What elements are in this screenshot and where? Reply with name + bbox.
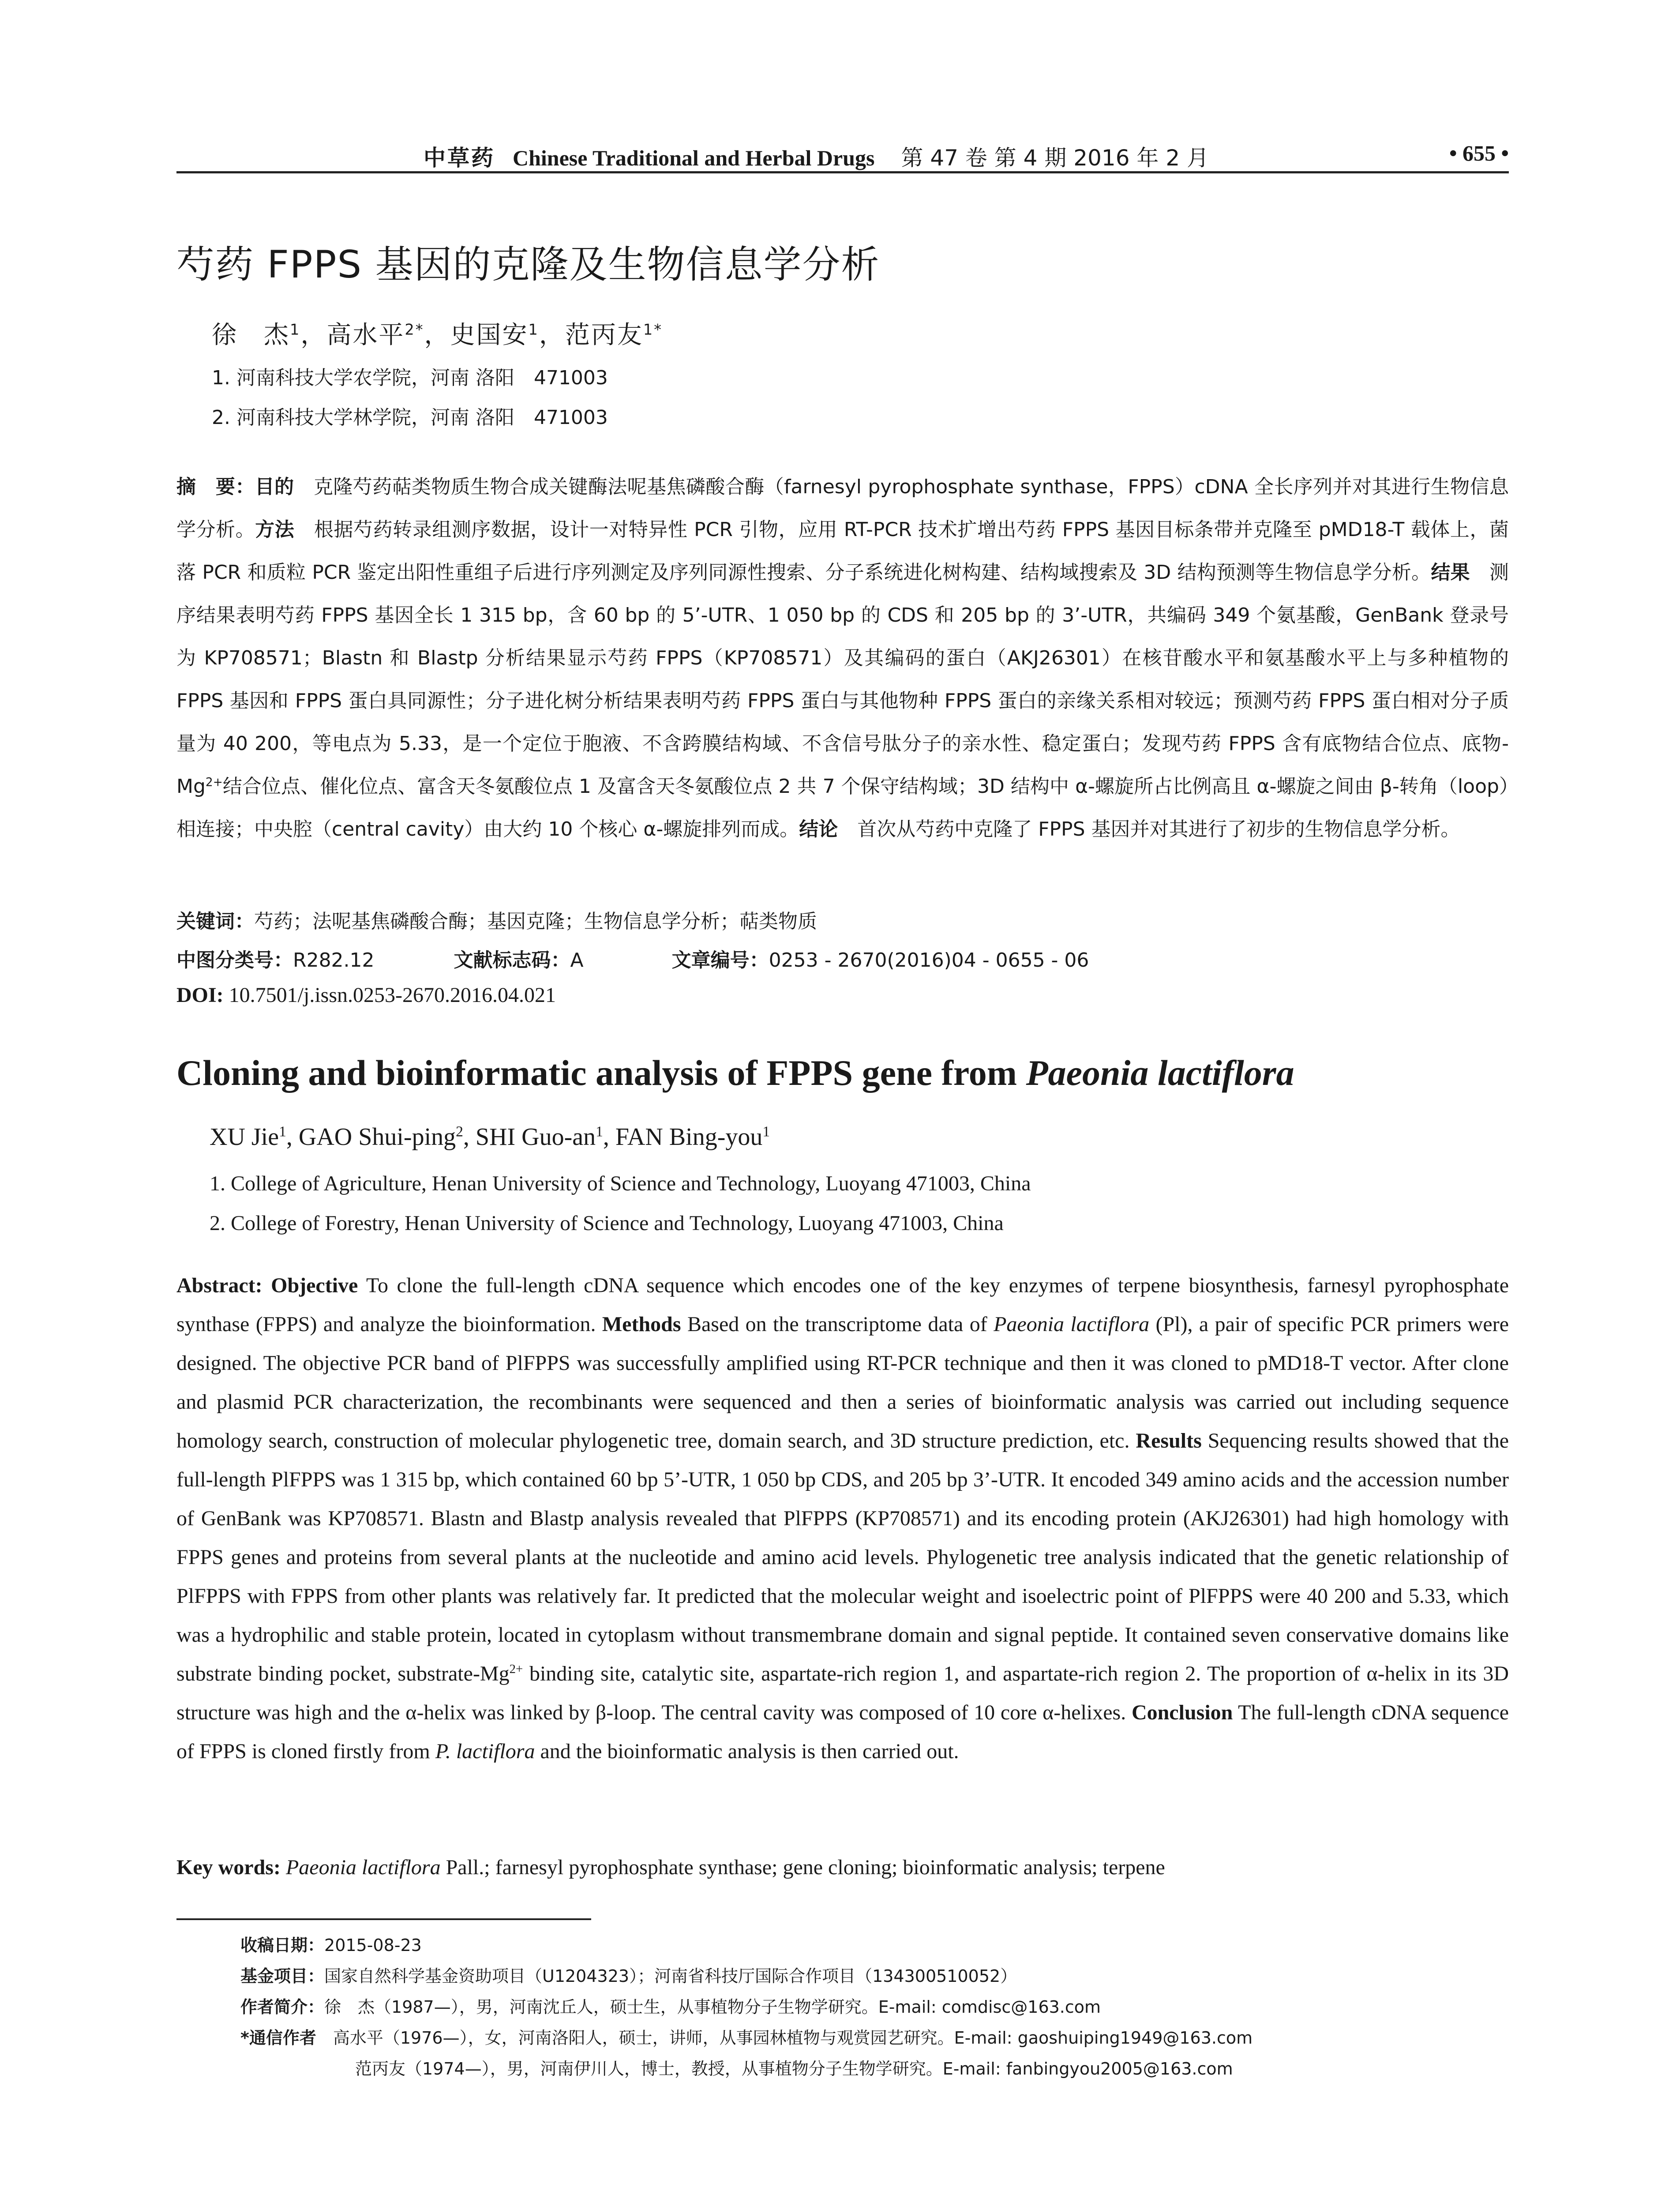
abstract-en (176, 1266, 1509, 1771)
classification-line (176, 944, 1089, 972)
article-no-label: 文章编号： (671, 949, 769, 972)
results-label: 结果 (1431, 561, 1470, 584)
journal-line (424, 140, 1209, 172)
footnote-text: 徐 杰（1987—），男，河南沈丘人，硕士生，从事植物分子生物学研究。E-mail: comdisc@163.com (324, 1997, 1101, 2017)
affiliation-zh: 1. 河南科技大学农学院，河南 洛阳 471003 (212, 367, 608, 389)
methods-label: Methods (602, 1313, 681, 1336)
superscript: 2+ (509, 1662, 523, 1676)
footnote-label: 作者简介： (240, 1997, 325, 2017)
keywords-label: 关键词： (176, 910, 254, 933)
title-en-main: Cloning and bioinformatic analysis of FPPS gene from (176, 1053, 1026, 1093)
results-text: 测序结果表明芍药 FPPS 基因全长 1 315 bp，含 60 bp 的 5’-UTR、1 050 bp 的 CDS 和 205 bp 的 3’-UTR，共编码 349 个氨基酸，GenBank 登录号为 KP708571；Blastn 和 Blastp 分析结果显示芍药 FPPS（KP708571）及其编码的蛋白（AKJ26301）在核苷酸水平和氨基酸水平上与多种植物的 FPPS 基因和 FPPS 蛋白具同源性；分子进化树分析结果表明芍药 FPPS 蛋白与其他物种 FPPS 蛋白的亲缘关系相对较远；预测芍药 FPPS 蛋白相对分子质量为 40 200，等电点为 5.33，是一个定位于胞液、不含跨膜结构域、不含信号肽分子的亲水性、稳定蛋白；发现芍药 FPPS 含有底物结合位点、底物-Mg (176, 561, 1509, 798)
abstract-label: Abstract: (176, 1274, 271, 1297)
footnote-text: 国家自然科学基金资助项目（U1204323）；河南省科技厅国际合作项目（134300510052） (324, 1966, 1017, 1986)
title-en-species: Paeonia lactiflora (1026, 1053, 1294, 1093)
title-zh: 芍药 FPPS 基因的克隆及生物信息学分析 (176, 243, 880, 287)
footnote-text: 高水平（1976—），女，河南洛阳人，硕士，讲师，从事园林植物与观赏园艺研究。E-mail: gaoshuiping1949@163.com (333, 2028, 1253, 2048)
keywords-text: 芍药；法呢基焦磷酸合酶；基因克隆；生物信息学分析；萜类物质 (254, 910, 817, 933)
footnote-fund (240, 1962, 1017, 1987)
affiliation-en: 2. College of Forestry, Henan University of Science and Technology, Luoyang 471003, China (210, 1212, 1004, 1235)
keywords-zh (176, 905, 817, 934)
article-no-value: 0253 - 2670(2016)04 - 0655 - 06 (769, 949, 1089, 972)
results-text: Sequencing results showed that the full-length PlFPPS was 1 315 bp, which contained 60 bp 5’-UTR, 1 050 bp CDS, and 205 bp 3’-UTR. It encoded 349 amino acids and the accession number of GenBank was KP708571. Blastn and Blastp analysis revealed that PlFPPS (KP708571) and its encoding protein (AKJ26301) had high homology with FPPS genes and proteins from several plants at the nucleotide and amino acid levels. Phylogenetic tree analysis indicated that the genetic relationship of PlFPPS with FPPS from other plants was relatively far. It predicted that the molecular weight and isoelectric point of PlFPPS were 40 200 and 5.33, which was a hydrophilic and stable protein, located in cytoplasm without transmembrane domain and signal peptide. It contained seven conservative domains like substrate binding pocket, substrate-Mg (176, 1429, 1509, 1685)
footnote-corresponding-2: 范丙友（1974—），男，河南伊川人，博士，教授，从事植物分子生物学研究。E-mail: fanbingyou2005@163.com (355, 2059, 1233, 2078)
footnote-received (240, 1932, 422, 1956)
author-separator: , (603, 1123, 615, 1151)
keywords-en (176, 1855, 1165, 1880)
affiliation-en: 1. College of Agriculture, Henan University of Science and Technology, Luoyang 471003, China (210, 1172, 1031, 1195)
author-name: SHI Guo-an (475, 1123, 596, 1151)
author-affiliation-mark: 1 (290, 321, 301, 338)
authors-zh (212, 315, 663, 351)
author-separator: , (463, 1123, 476, 1151)
doc-code-label: 文献标志码： (454, 949, 570, 972)
results-text: 结合位点、催化位点、富含天冬氨酸位点 1 及富含天冬氨酸位点 2 共 7 个保守结构域；3D 结构中 α-螺旋所占比例高且 α-螺旋之间由 β-转角（loop）相连接；中央腔（central cavity）由大约 10 个核心 α-螺旋排列而成。 (176, 775, 1509, 840)
journal-name-en: Chinese Traditional and Herbal Drugs (513, 146, 875, 170)
author-affiliation-mark: 1 (762, 1123, 770, 1140)
methods-text: (Pl), a pair of specific PCR primers were designed. The objective PCR band of PlFPPS was successfully amplified using RT-PCR technique and then it was cloned to pMD18-T vector. After clone and plasmid PCR characterization, the recombinants were sequenced and then a series of bioinformatic analysis was carried out including sequence homology search, construction of molecular phylogenetic tree, domain search, and 3D structure prediction, etc. (176, 1313, 1509, 1452)
species-name: Paeonia lactiflora (994, 1313, 1150, 1336)
objective-text: 克隆芍药萜类物质生物合成关键酶法呢基焦磷酸合酶（farnesyl pyrophosphate synthase，FPPS）cDNA 全长序列并对其进行生物信息学分析。 (176, 476, 1509, 541)
objective-label: 目的 (255, 476, 294, 498)
conclusion-text: and the bioinformatic analysis is then carried out. (535, 1740, 959, 1763)
author-name: XU Jie (210, 1123, 279, 1151)
methods-text: 根据芍药转录组测序数据，设计一对特异性 PCR 引物，应用 RT-PCR 技术扩增出芍药 FPPS 基因目标条带并克隆至 pMD18-T 载体上，菌落 PCR 和质粒 PCR 鉴定出阳性重组子后进行序列测定及序列同源性搜索、分子系统进化树构建、结构域搜索及 3D 结构预测等生物信息学分析。 (176, 518, 1509, 584)
footnote-rule (176, 1918, 591, 1920)
abstract-label: 摘 要： (176, 476, 255, 498)
objective-text: To clone the full-length cDNA sequence which encodes one of the key enzymes of terpene biosynthesis, farnesyl pyrophosphate synthase (FPPS) and analyze the bioinformation. (176, 1274, 1509, 1336)
doi-label: DOI: (176, 983, 224, 1007)
footnote-label: 基金项目： (240, 1966, 325, 1986)
running-header (176, 140, 1509, 173)
conclusion-text: The full-length cDNA sequence of FPPS is cloned firstly from (176, 1701, 1509, 1763)
abstract-zh (176, 465, 1509, 851)
author-separator: ， (300, 321, 327, 349)
author-affiliation-mark: 1 (596, 1123, 603, 1140)
footnote-label: *通信作者 (240, 2028, 333, 2048)
page-number: • 655 • (1449, 141, 1509, 165)
author-affiliation-mark: 1 (528, 321, 539, 338)
footnote-text: 2015-08-23 (324, 1936, 422, 1955)
results-label: Results (1136, 1429, 1202, 1452)
authors-en (210, 1123, 770, 1151)
footnote-corresponding (240, 2024, 1252, 2048)
doc-code-value: A (570, 949, 584, 972)
author-name: 范丙友 (565, 321, 643, 349)
author-name: FAN Bing-you (615, 1123, 763, 1151)
author-affiliation-mark: 2 (456, 1123, 463, 1140)
clc-label: 中图分类号： (176, 949, 293, 972)
author-name: 高水平 (326, 321, 405, 349)
conclusion-label: 结论 (799, 818, 838, 840)
keywords-label: Key words: (176, 1856, 286, 1879)
author-affiliation-mark: 1 (279, 1123, 286, 1140)
footnote-label: 收稿日期： (240, 1936, 325, 1955)
journal-name-zh: 中草药 (424, 145, 495, 171)
author-separator: , (286, 1123, 299, 1151)
author-name: 徐 杰 (212, 321, 290, 349)
species-name: Paeonia lactiflora (285, 1856, 441, 1879)
species-name: P. lactiflora (435, 1740, 535, 1763)
footnote-author (240, 1993, 1101, 2018)
author-separator: ， (539, 321, 565, 349)
methods-text: Based on the transcriptome data of (681, 1313, 994, 1336)
conclusion-text: 首次从芍药中克隆了 FPPS 基因并对其进行了初步的生物信息学分析。 (838, 818, 1460, 840)
conclusion-label: Conclusion (1131, 1701, 1233, 1724)
doi-link[interactable]: 10.7501/j.issn.0253-2670.2016.04.021 (229, 983, 556, 1007)
methods-label: 方法 (255, 518, 295, 541)
author-name: GAO Shui-ping (298, 1123, 456, 1151)
affiliation-zh: 2. 河南科技大学林学院，河南 洛阳 471003 (212, 406, 608, 429)
doi-line (176, 983, 556, 1007)
author-separator: ， (424, 321, 450, 349)
objective-label: Objective (271, 1274, 358, 1297)
clc-value: R282.12 (293, 949, 375, 972)
author-affiliation-mark: 2* (405, 321, 424, 338)
title-en (176, 1052, 1294, 1094)
keywords-text: Pall.; farnesyl pyrophosphate synthase; gene cloning; bioinformatic analysis; terpene (440, 1856, 1165, 1879)
results-text: binding site, catalytic site, aspartate-rich region 1, and aspartate-rich region 2. The proportion of α-helix in its 3D structure was high and the α-helix was linked by β-loop. The central cavity was composed of 10 core α-helixes. (176, 1662, 1509, 1724)
author-affiliation-mark: 1* (643, 321, 663, 338)
author-name: 史国安 (450, 321, 529, 349)
superscript: 2+ (205, 775, 223, 789)
issue-info: 第 47 卷 第 4 期 2016 年 2 月 (901, 145, 1209, 171)
